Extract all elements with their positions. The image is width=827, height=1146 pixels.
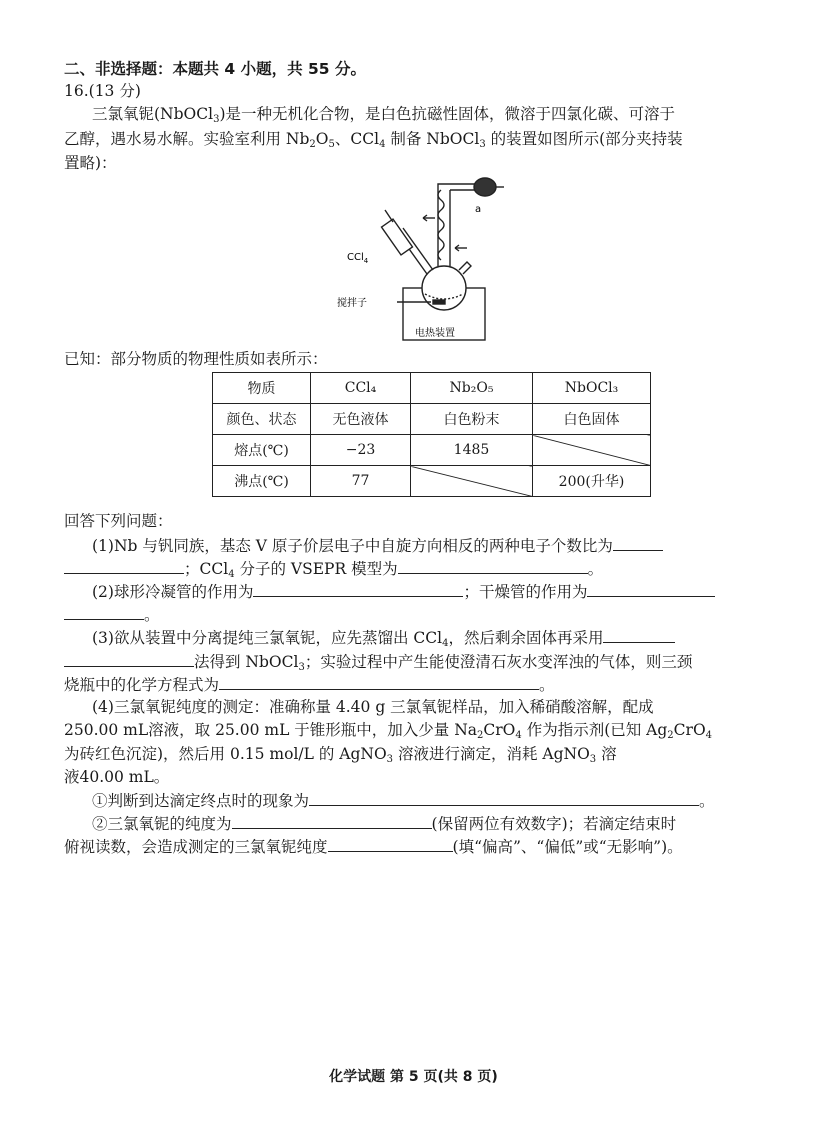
answer-blank[interactable] (587, 580, 715, 597)
intro-line-1: 三氯氧铌(NbOCl$_3$)是一种无机化合物，是白色抗磁性固体，微溶于四氯化碳、可溶于 (92, 105, 675, 125)
table-cell: 200(升华) (533, 466, 651, 497)
answer-blank[interactable] (328, 835, 453, 852)
answer-prompt: 回答下列问题： (64, 512, 173, 530)
answer-blank[interactable] (232, 812, 432, 829)
drying-tube (474, 178, 496, 196)
label-a: a (475, 204, 482, 215)
table-cell: 颜色、状态 (213, 404, 311, 435)
table-cell: 77 (311, 466, 411, 497)
section-heading: 二、非选择题：本题共 4 小题，共 55 分。 (64, 60, 366, 78)
q4-sub2-line-2: 俯视读数，会造成测定的三氯氧铌纯度 (填“偏高”、“偏低”或“无影响”)。 (64, 835, 683, 858)
intro-line-3: 置略)： (64, 154, 117, 172)
table-cell-empty (411, 466, 533, 497)
q1-line-2: ；CCl$_4$ 分子的 VSEPR 模型为 。 (64, 557, 603, 580)
answer-blank[interactable] (64, 650, 194, 667)
reflux-condenser (438, 190, 444, 260)
q4-line-1: (4)三氯氧铌纯度的测定：准确称量 4.40 g 三氯氧铌样品，加入稀硝酸溶解，配成 (92, 698, 654, 716)
table-cell: 1485 (411, 435, 533, 466)
table-cell: Nb₂O₅ (411, 373, 533, 404)
table-row (213, 404, 651, 435)
answer-blank[interactable] (64, 557, 184, 574)
q2-line-1: (2)球形冷凝管的作用为 ；干燥管的作用为 (92, 580, 715, 603)
answer-blank[interactable] (613, 534, 663, 551)
table-cell: CCl₄ (311, 373, 411, 404)
table-cell: 物质 (213, 373, 311, 404)
q4-line-3: 为砖红色沉淀)，然后用 0.15 mol/L 的 AgNO$_3$ 溶液进行滴定，消耗 AgNO$_3$ 溶 (64, 745, 617, 765)
table-header-row (213, 373, 651, 404)
label-stirrer: 搅拌子 (337, 298, 367, 309)
answer-blank[interactable] (398, 557, 588, 574)
question-number: 16.(13 分) (64, 82, 141, 100)
table-cell: 无色液体 (311, 404, 411, 435)
q4-sub2-line-1: ②三氯氧铌的纯度为 (保留两位有效数字)；若滴定结束时 (92, 812, 676, 835)
page-footer: 化学试题 第 5 页(共 8 页) (329, 1069, 498, 1085)
q4-line-4: 液40.00 mL。 (64, 768, 170, 786)
table-row (213, 466, 651, 497)
q1-line-1: (1)Nb 与钒同族，基态 V 原子价层电子中自旋方向相反的两种电子个数比为 (92, 534, 663, 557)
label-heater: 电热装置 (415, 328, 455, 339)
table-cell: 沸点(℃) (213, 466, 311, 497)
table-cell: 白色粉末 (411, 404, 533, 435)
q2-line-2: 。 (64, 603, 160, 626)
answer-blank[interactable] (219, 673, 539, 690)
q3-line-1: (3)欲从装置中分离提纯三氯氧铌，应先蒸馏出 CCl$_4$，然后剩余固体再采用 (92, 626, 675, 649)
dropping-funnel (382, 219, 413, 255)
property-table (212, 372, 651, 497)
table-cell: 熔点(℃) (213, 435, 311, 466)
intro-line-2: 乙醇，遇水易水解。实验室利用 $Nb_2O_5$、CCl$_4$ 制备 NbOCl$_3$ 的装置如图所示(部分夹持装 (64, 130, 683, 150)
label-ccl4: CCl$_4$ (347, 252, 369, 265)
table-cell: −23 (311, 435, 411, 466)
q3-line-3: 烧瓶中的化学方程式为 。 (64, 673, 555, 696)
answer-blank[interactable] (309, 789, 699, 806)
table-row (213, 435, 651, 466)
answer-blank[interactable] (64, 603, 144, 620)
q4-sub1: ①判断到达滴定终点时的现象为 。 (92, 789, 715, 812)
q4-line-2: 250.00 mL溶液，取 25.00 mL 于锥形瓶中，加入少量 $Na_2CrO_4$ 作为指示剂(已知 $Ag_2CrO_4$ (64, 721, 713, 741)
apparatus-figure (335, 170, 505, 342)
answer-blank[interactable] (603, 626, 675, 643)
q3-line-2: 法得到 NbOCl$_3$；实验过程中产生能使澄清石灰水变浑浊的气体，则三颈 (64, 650, 692, 673)
table-cell-empty (533, 435, 651, 466)
known-text: 已知：部分物质的物理性质如表所示： (64, 350, 328, 368)
table-cell: NbOCl₃ (533, 373, 651, 404)
table-cell: 白色固体 (533, 404, 651, 435)
answer-blank[interactable] (253, 580, 463, 597)
